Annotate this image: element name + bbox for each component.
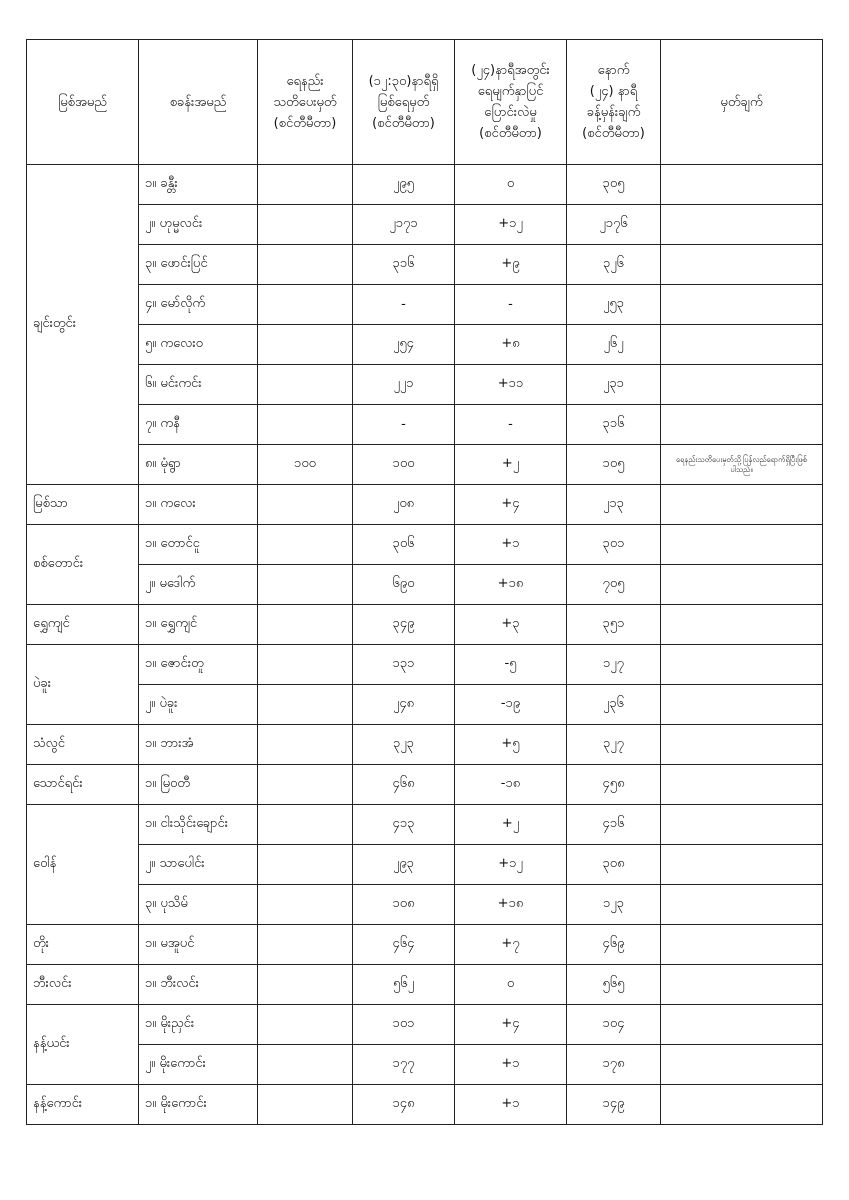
station-cell: ၁။ မြဝတီ	[139, 765, 258, 805]
warning-cell	[258, 525, 353, 565]
level-cell: ၄၆၈	[353, 765, 455, 805]
warning-cell	[258, 765, 353, 805]
remark-cell	[661, 485, 823, 525]
remark-cell	[661, 205, 823, 245]
level-cell: ၃၀၆	[353, 525, 455, 565]
table-row	[27, 1045, 823, 1085]
table-row	[27, 765, 823, 805]
warning-cell	[258, 605, 353, 645]
remark-cell	[661, 365, 823, 405]
remark-cell	[661, 605, 823, 645]
remark-cell	[661, 645, 823, 685]
forecast-cell: ၃၂၆	[567, 245, 661, 285]
station-cell: ၁။ မိုးညှင်း	[139, 1005, 258, 1045]
river-name-cell: စစ်တောင်း	[27, 525, 139, 605]
table-row	[27, 325, 823, 365]
forecast-cell: ၄၅၈	[567, 765, 661, 805]
level-cell: ၁၀၈	[353, 885, 455, 925]
level-cell: ၂၂၁	[353, 365, 455, 405]
table-row	[27, 925, 823, 965]
remark-cell	[661, 685, 823, 725]
table-row	[27, 1085, 823, 1125]
remark-cell	[661, 1045, 823, 1085]
change-cell: +၄	[455, 1005, 567, 1045]
river-name-cell: သောင်ရင်း	[27, 765, 139, 805]
station-cell: ၂။ မဒေါက်	[139, 565, 258, 605]
station-cell: ၁။ တောင်ငူ	[139, 525, 258, 565]
level-cell: ၁၄၈	[353, 1085, 455, 1125]
warning-cell	[258, 245, 353, 285]
change-cell: ၀	[455, 965, 567, 1005]
change-cell: +၉	[455, 245, 567, 285]
level-cell: ၂၀၈	[353, 485, 455, 525]
remark-cell	[661, 805, 823, 845]
forecast-cell: ၃၀၅	[567, 165, 661, 205]
change-cell: +၄	[455, 485, 567, 525]
warning-cell	[258, 405, 353, 445]
remark-cell	[661, 925, 823, 965]
station-cell: ၁။ ငါးသိုင်းချောင်း	[139, 805, 258, 845]
forecast-cell: ၃၀၁	[567, 525, 661, 565]
table-row	[27, 445, 823, 485]
warning-cell: ၁၀၀	[258, 445, 353, 485]
level-cell: ၆၉၀	[353, 565, 455, 605]
table-row	[27, 565, 823, 605]
river-name-cell: သံလွင်	[27, 725, 139, 765]
change-cell: -၁၉	[455, 685, 567, 725]
level-cell: ၁၀၁	[353, 1005, 455, 1045]
remark-cell	[661, 325, 823, 365]
warning-cell	[258, 725, 353, 765]
table-row	[27, 205, 823, 245]
table-row	[27, 165, 823, 205]
table-row	[27, 405, 823, 445]
table-row	[27, 805, 823, 845]
warning-cell	[258, 565, 353, 605]
warning-cell	[258, 925, 353, 965]
change-cell: +၂	[455, 805, 567, 845]
level-cell: ၃၁၆	[353, 245, 455, 285]
header-forecast: နောက် (၂၄) နာရီ ခန့်မှန်းချက် (စင်တီမီတာ)	[567, 40, 661, 165]
level-cell: -	[353, 285, 455, 325]
table-row	[27, 365, 823, 405]
header-current-level: (၁၂:၃၀)နာရီရှိ မြစ်ရေမှတ် (စင်တီမီတာ)	[353, 40, 455, 165]
change-cell: +၈	[455, 325, 567, 365]
level-cell: ၅၆၂	[353, 965, 455, 1005]
station-cell: ၂။ ဟုမ္မလင်း	[139, 205, 258, 245]
change-cell: +၁၈	[455, 565, 567, 605]
forecast-cell: ၁၂၃	[567, 885, 661, 925]
forecast-cell: ၃၅၁	[567, 605, 661, 645]
table-row	[27, 965, 823, 1005]
river-name-cell: ရွှေကျင်	[27, 605, 139, 645]
table-row	[27, 245, 823, 285]
change-cell: +၁	[455, 1085, 567, 1125]
river-name-cell: ဘီးလင်း	[27, 965, 139, 1005]
river-name-cell: ချင်းတွင်း	[27, 165, 139, 485]
change-cell: +၇	[455, 925, 567, 965]
station-cell: ၂။ ပဲခူး	[139, 685, 258, 725]
forecast-cell: ၃၁၆	[567, 405, 661, 445]
level-cell: ၂၅၄	[353, 325, 455, 365]
station-cell: ၁။ ဘားအံ	[139, 725, 258, 765]
warning-cell	[258, 645, 353, 685]
remark-cell	[661, 965, 823, 1005]
change-cell: +၁၈	[455, 885, 567, 925]
river-name-cell: နန့်ယင်း	[27, 1005, 139, 1085]
warning-cell	[258, 205, 353, 245]
remark-cell	[661, 1005, 823, 1045]
remark-cell	[661, 565, 823, 605]
forecast-cell: ၅၆၅	[567, 965, 661, 1005]
station-cell: ၃။ ဖောင်းပြင်	[139, 245, 258, 285]
header-river: မြစ်အမည်	[27, 40, 139, 165]
warning-cell	[258, 965, 353, 1005]
forecast-cell: ၂၆၂	[567, 325, 661, 365]
forecast-cell: ၂၃၁	[567, 365, 661, 405]
remark-cell	[661, 525, 823, 565]
header-24h-change: (၂၄)နာရီအတွင်း ရေမျက်နှာပြင် ပြောင်းလဲမှု (စင်တီမီတာ)	[455, 40, 567, 165]
table-row	[27, 605, 823, 645]
table-row	[27, 485, 823, 525]
station-cell: ၁။ ခန္တီး	[139, 165, 258, 205]
change-cell: +၃	[455, 605, 567, 645]
table-row	[27, 885, 823, 925]
level-cell: ၂၉၃	[353, 845, 455, 885]
station-cell: ၁။ ဘီးလင်း	[139, 965, 258, 1005]
station-cell: ၁။ မအူပင်	[139, 925, 258, 965]
forecast-cell: ၃၀၈	[567, 845, 661, 885]
station-cell: ၁။ ဇောင်းတူ	[139, 645, 258, 685]
level-cell: ၁၃၁	[353, 645, 455, 685]
remark-cell	[661, 845, 823, 885]
warning-cell	[258, 685, 353, 725]
water-level-table	[26, 39, 823, 1125]
change-cell: +၅	[455, 725, 567, 765]
header-station: စခန်းအမည်	[139, 40, 258, 165]
level-cell: ၃၄၉	[353, 605, 455, 645]
warning-cell	[258, 165, 353, 205]
table-row	[27, 645, 823, 685]
warning-cell	[258, 1005, 353, 1045]
river-name-cell: ပဲခူး	[27, 645, 139, 725]
level-cell: ၁၀၀	[353, 445, 455, 485]
forecast-cell: ၂၅၃	[567, 285, 661, 325]
change-cell: +၁	[455, 525, 567, 565]
station-cell: ၂။ မိုးကောင်း	[139, 1045, 258, 1085]
warning-cell	[258, 1045, 353, 1085]
remark-cell: ရေနည်းသတိပေးမှတ်သို့ပြန်လည်ရောက်ရှိပြီးဖြစ်ပါသည်။	[661, 445, 823, 485]
station-cell: ၈။ မုံရွာ	[139, 445, 258, 485]
change-cell: ၀	[455, 165, 567, 205]
river-name-cell: တိုး	[27, 925, 139, 965]
header-row	[27, 40, 823, 165]
level-cell: ၂၉၅	[353, 165, 455, 205]
remark-cell	[661, 245, 823, 285]
level-cell: ၄၆၄	[353, 925, 455, 965]
river-name-cell: ဝေါန်	[27, 805, 139, 925]
change-cell: -	[455, 405, 567, 445]
station-cell: ၁။ ကလေး	[139, 485, 258, 525]
warning-cell	[258, 285, 353, 325]
station-cell: ၄။ မော်လိုက်	[139, 285, 258, 325]
warning-cell	[258, 365, 353, 405]
header-warning-level: ရေနည်း သတိပေးမှတ် (စင်တီမီတာ)	[258, 40, 353, 165]
remark-cell	[661, 725, 823, 765]
forecast-cell: ၂၁၃	[567, 485, 661, 525]
change-cell: +၁	[455, 1045, 567, 1085]
station-cell: ၁။ ရွှေကျင်	[139, 605, 258, 645]
remark-cell	[661, 765, 823, 805]
river-name-cell: မြစ်သာ	[27, 485, 139, 525]
remark-cell	[661, 405, 823, 445]
forecast-cell: ၁၀၅	[567, 445, 661, 485]
change-cell: +၂	[455, 445, 567, 485]
forecast-cell: ၁၄၉	[567, 1085, 661, 1125]
station-cell: ၆။ မင်းကင်း	[139, 365, 258, 405]
table-row	[27, 725, 823, 765]
station-cell: ၃။ ပုသိမ်	[139, 885, 258, 925]
station-cell: ၅။ ကလေးဝ	[139, 325, 258, 365]
level-cell: ၄၁၃	[353, 805, 455, 845]
warning-cell	[258, 805, 353, 845]
warning-cell	[258, 485, 353, 525]
change-cell: -	[455, 285, 567, 325]
forecast-cell: ၃၂၇	[567, 725, 661, 765]
station-cell: ၂။ သာပေါင်း	[139, 845, 258, 885]
forecast-cell: ၁၂၇	[567, 645, 661, 685]
change-cell: +၁၂	[455, 205, 567, 245]
change-cell: +၁၂	[455, 845, 567, 885]
warning-cell	[258, 885, 353, 925]
level-cell: -	[353, 405, 455, 445]
station-cell: ၁။ မိုးကောင်း	[139, 1085, 258, 1125]
header-remark: မှတ်ချက်	[661, 40, 823, 165]
table-row	[27, 845, 823, 885]
forecast-cell: ၄၆၉	[567, 925, 661, 965]
remark-cell	[661, 165, 823, 205]
level-cell: ၃၂၃	[353, 725, 455, 765]
table-row	[27, 1005, 823, 1045]
forecast-cell: ၁၇၈	[567, 1045, 661, 1085]
river-name-cell: နန့်ကောင်း	[27, 1085, 139, 1125]
warning-cell	[258, 1085, 353, 1125]
level-cell: ၂၁၇၁	[353, 205, 455, 245]
change-cell: +၁၁	[455, 365, 567, 405]
table-row	[27, 285, 823, 325]
forecast-cell: ၂၁၇၆	[567, 205, 661, 245]
station-cell: ၇။ ကနီ	[139, 405, 258, 445]
change-cell: -၁၈	[455, 765, 567, 805]
table-body	[27, 165, 823, 1125]
remark-cell	[661, 885, 823, 925]
remark-cell	[661, 285, 823, 325]
change-cell: -၅	[455, 645, 567, 685]
level-cell: ၁၇၇	[353, 1045, 455, 1085]
table-row	[27, 525, 823, 565]
forecast-cell: ၄၁၆	[567, 805, 661, 845]
warning-cell	[258, 325, 353, 365]
remark-cell	[661, 1085, 823, 1125]
level-cell: ၂၄၈	[353, 685, 455, 725]
table-row	[27, 685, 823, 725]
forecast-cell: ၇၀၅	[567, 565, 661, 605]
warning-cell	[258, 845, 353, 885]
forecast-cell: ၁၀၄	[567, 1005, 661, 1045]
forecast-cell: ၂၃၆	[567, 685, 661, 725]
